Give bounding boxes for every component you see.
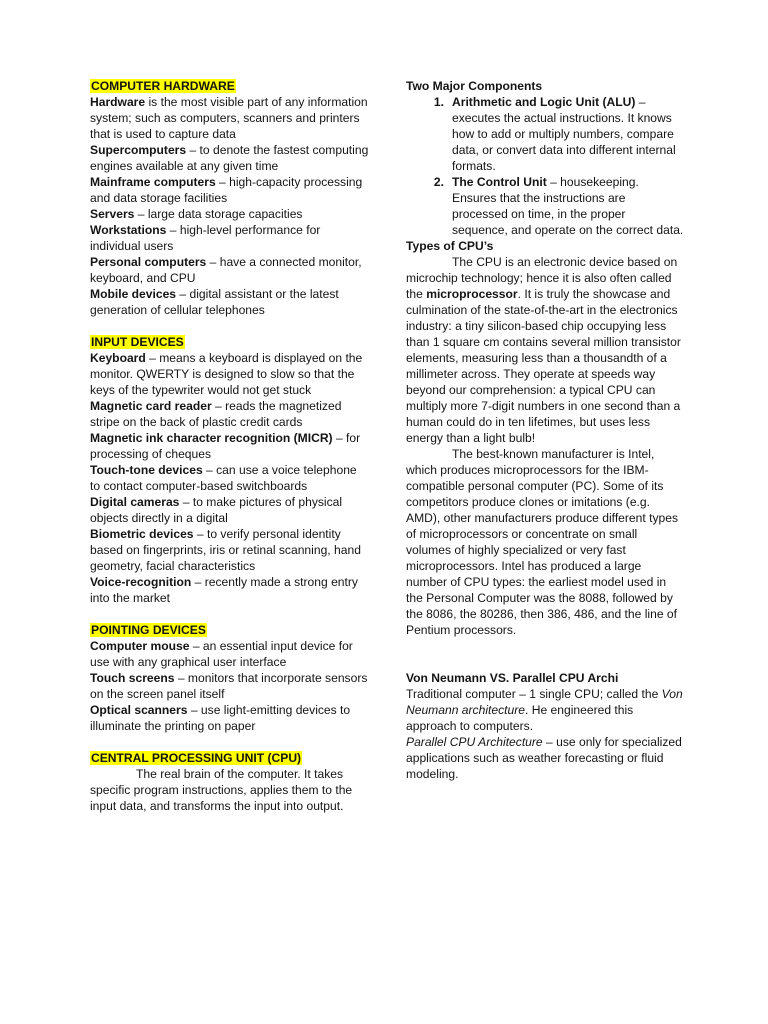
term: Hardware: [90, 95, 146, 109]
paragraph-text: Traditional computer – 1 single CPU; called the: [406, 687, 662, 701]
definition: – high-level performance for individual users: [90, 223, 321, 253]
definition: – can use a voice telephone to contact computer-based switchboards: [90, 463, 357, 493]
paragraph-text: The CPU is an electronic device based on microchip technology; hence it is also often called the: [406, 255, 678, 301]
section-title: Two Major Components: [406, 79, 543, 93]
section-types-of-cpus: [406, 238, 684, 638]
definition: – monitors that incorporate sensors on the screen panel itself: [90, 671, 368, 701]
definition: – to verify personal identity based on fingerprints, iris or retinal scanning, hand geometry, facial characteristics: [90, 527, 361, 573]
term: Magnetic ink character recognition (MICR): [90, 431, 333, 445]
definition-item: [90, 638, 370, 670]
definition: – digital assistant or the latest generation of cellular telephones: [90, 287, 339, 317]
term: Biometric devices: [90, 527, 194, 541]
paragraph: [406, 734, 684, 782]
definition-item: [90, 142, 370, 174]
definition-item: [90, 574, 370, 606]
definition: – means a keyboard is displayed on the monitor. QWERTY is designed to slow so that the keys of the typewriter would not get stuck: [90, 351, 363, 397]
term: Mainframe computers: [90, 175, 216, 189]
definition: is the most visible part of any information system; such as computers, scanners and printers that is used to capture data: [90, 95, 368, 141]
definition: – have a connected monitor, keyboard, and CPU: [90, 255, 362, 285]
numbered-item: [406, 174, 684, 238]
definition-item: [90, 462, 370, 494]
section-von-neumann: [406, 670, 684, 782]
definition: – high-capacity processing and data storage facilities: [90, 175, 363, 205]
term: Digital cameras: [90, 495, 180, 509]
definition-item: [90, 350, 370, 398]
definition-item: [90, 526, 370, 574]
term: Supercomputers: [90, 143, 187, 157]
definition-item: [90, 494, 370, 526]
definition-item: [90, 206, 370, 222]
definition-item: [90, 286, 370, 318]
paragraph: [406, 254, 684, 446]
paragraph-text: – use only for specialized applications such as weather forecasting or fluid modeling.: [406, 735, 682, 781]
section-pointing-devices: [90, 622, 370, 734]
emphasis: Parallel CPU Architecture: [406, 735, 543, 749]
definition-item: [90, 398, 370, 430]
item-number: 2.: [433, 175, 444, 189]
definition-item: [90, 430, 370, 462]
section-heading: COMPUTER HARDWARE: [91, 79, 235, 93]
section-input-devices: [90, 334, 370, 606]
left-column: [90, 78, 370, 814]
section-title: Von Neumann VS. Parallel CPU Archi: [406, 671, 619, 685]
section-computer-hardware: [90, 78, 370, 318]
definition: – to denote the fastest computing engines available at any given time: [90, 143, 369, 173]
definition-item: [90, 94, 370, 142]
definition: – use light-emitting devices to illuminate the printing on paper: [90, 703, 351, 733]
definition-item: [90, 670, 370, 702]
section-heading: POINTING DEVICES: [91, 623, 206, 637]
term: Touch-tone devices: [90, 463, 203, 477]
definition: – large data storage capacities: [134, 207, 303, 221]
right-column: [406, 78, 684, 782]
definition-item: [90, 222, 370, 254]
definition: – an essential input device for use with any graphical user interface: [90, 639, 353, 669]
section-heading: CENTRAL PROCESSING UNIT (CPU): [91, 751, 302, 765]
term: Personal computers: [90, 255, 207, 269]
term: Touch screens: [90, 671, 175, 685]
numbered-item: [406, 94, 684, 174]
section-title: Types of CPU’s: [406, 239, 494, 253]
definition: – recently made a strong entry into the market: [90, 575, 358, 605]
section-cpu: [90, 750, 370, 814]
definition: – executes the actual instructions. It knows how to add or multiply numbers, compare data, or convert data into different internal formats.: [452, 95, 676, 173]
term: Mobile devices: [90, 287, 177, 301]
paragraph-text: . He engineered this approach to computers.: [406, 703, 634, 733]
term: Keyboard: [90, 351, 146, 365]
definition-item: [90, 702, 370, 734]
section-heading: INPUT DEVICES: [91, 335, 184, 349]
definition: – for processing of cheques: [90, 431, 361, 461]
definition: – reads the magnetized stripe on the back of plastic credit cards: [90, 399, 342, 429]
term: Optical scanners: [90, 703, 188, 717]
term: Voice-recognition: [90, 575, 192, 589]
definition-item: [90, 254, 370, 286]
term: The Control Unit: [452, 175, 547, 189]
paragraph: [406, 686, 684, 734]
section-two-major-components: [406, 78, 684, 238]
term: Servers: [90, 207, 135, 221]
definition: – to make pictures of physical objects directly in a digital: [90, 495, 343, 525]
paragraph: The real brain of the computer. It takes specific program instructions, applies them to the input data, and transforms the input into output.: [90, 767, 353, 813]
item-number: 1.: [433, 95, 444, 109]
definition-item: [90, 174, 370, 206]
definition: – housekeeping. Ensures that the instructions are processed on time, in the proper sequence, and operate on the correct data.: [452, 175, 684, 237]
paragraph-text: . It is truly the showcase and culmination of the state-of-the-art in the electronics industry: a tiny silicon-based chip occupying less than 1 square cm contains several million transistor elements, measuring less than a thousandth of a millimeter across. They operate at speeds way beyond our comprehension: a typical CPU can multiply more 7-digit numbers in one second than a human could do in ten lifetimes, but uses less energy than a light bulb!: [406, 287, 681, 445]
term: Computer mouse: [90, 639, 190, 653]
term: microprocessor: [426, 287, 518, 301]
term: Arithmetic and Logic Unit (ALU): [452, 95, 636, 109]
paragraph: The best-known manufacturer is Intel, which produces microprocessors for the IBM-compatible personal computer (PC). Some of its competitors produce clones or imitations (e.g. AMD), other manufacturers produce different types of microprocessors or concentrate on small volumes of highly specialized or very fast microprocessors. Intel has produced a large number of CPU types: the earliest model used in the Personal Computer was the 8088, followed by the 8086, the 80286, then 386, 486, and the line of Pentium processors.: [406, 447, 679, 637]
term: Workstations: [90, 223, 167, 237]
term: Magnetic card reader: [90, 399, 212, 413]
emphasis: Von Neumann architecture: [406, 687, 683, 717]
